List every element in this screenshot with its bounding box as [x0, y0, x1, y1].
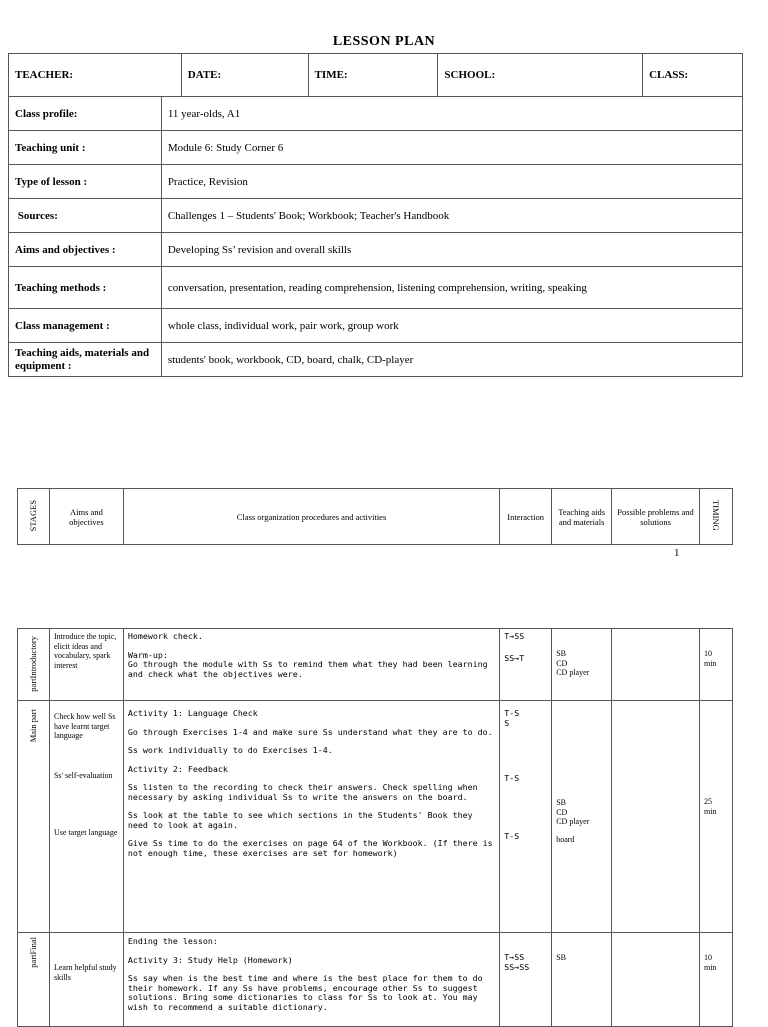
page-title: LESSON PLAN [332, 34, 436, 49]
main-activity-4: Activity 2: Feedback [127, 763, 228, 774]
intro-aids: SB CD CD player [552, 629, 612, 701]
main-aims-2: Ss' self-evaluation [53, 770, 113, 780]
class-profile-value: 11 year-olds, A1 [161, 97, 742, 131]
aims-header: Aims and objectives [49, 489, 123, 545]
final-activity-2: Activity 3: Study Help (Homework) [127, 954, 293, 965]
main-aims-3: Use target language [53, 828, 118, 838]
teaching-unit-value: Module 6: Study Corner 6 [161, 131, 742, 165]
stage-final: partFinal [28, 937, 39, 968]
main-activity-7: Give Ss time to do the exercises on page 64 of the Workbook. (If there is not enough time, these exercises are set for homework) [127, 838, 493, 858]
final-problems [612, 933, 700, 1027]
management-value: whole class, individual work, pair work, group work [161, 309, 742, 343]
intro-problems [612, 629, 700, 701]
sources-label: Sources: [9, 199, 162, 233]
main-aims-1: Check how well Ss have learnt target language [53, 712, 116, 741]
intro-interaction-1: T→SS [504, 631, 525, 641]
procedure-header-table [17, 488, 733, 545]
stage-introductory: partIntroductory [28, 635, 39, 692]
lesson-type-value: Practice, Revision [161, 165, 742, 199]
methods-value: conversation, presentation, reading comprehension, listening comprehension, writing, speaking [161, 267, 742, 309]
aids-header: Teaching aids and materials [552, 489, 612, 545]
main-aids-1: SB CD CD player [556, 798, 590, 827]
page-number: 1 [674, 547, 680, 559]
final-activity-1: Ending the lesson: [127, 936, 218, 946]
time-label: TIME: [308, 54, 438, 97]
main-activity-2: Go through Exercises 1-4 and make sure Ss understand what they are to do. [127, 726, 493, 737]
date-label: DATE: [181, 54, 308, 97]
final-timing: 10 min [699, 933, 732, 1027]
methods-label: Teaching methods : [9, 267, 162, 309]
main-interaction-1: T-S S [504, 708, 520, 728]
intro-activity-2: Warm-up: Go through the module with Ss to remind them what they had been learning and check what the objectives were. [127, 649, 488, 679]
sources-value: Challenges 1 – Students' Book; Workbook; Teacher's Handbook [161, 199, 742, 233]
main-interaction-3: T-S [504, 830, 520, 841]
school-label: SCHOOL: [438, 54, 643, 97]
aims-value: Developing Ss’ revision and overall skills [161, 233, 742, 267]
main-problems [612, 701, 700, 933]
intro-timing: 10 min [699, 629, 732, 701]
lesson-info-table [8, 53, 743, 377]
main-activity-3: Ss work individually to do Exercises 1-4. [127, 745, 333, 756]
main-timing: 25 min [699, 701, 732, 933]
teaching-unit-label: Teaching unit : [9, 131, 162, 165]
lesson-type-label: Type of lesson : [9, 165, 162, 199]
final-activity-3: Ss say when is the best time and where is the best place for them to do their homework. If any Ss have problems, encourage other Ss to suggest solutions. Bring some dictionaries to class for Ss to look at. You may wish to recommend a suitable dictionary. [127, 973, 483, 1012]
teacher-label: TEACHER: [9, 54, 182, 97]
final-aids: SB [552, 933, 612, 1027]
procedures-header: Class organization procedures and activities [123, 489, 499, 545]
stages-header: STAGES [28, 499, 39, 532]
intro-activity-1: Homework check. [127, 631, 203, 641]
procedure-table [17, 628, 733, 1027]
intro-interaction-2: SS→T [504, 652, 525, 663]
final-aims: Learn helpful study skills [49, 933, 123, 1027]
management-label: Class management : [9, 309, 162, 343]
final-interaction: T→SS SS→SS [500, 933, 552, 1027]
main-interaction-2: T-S [504, 773, 520, 784]
interaction-header: Interaction [500, 489, 552, 545]
intro-aims: Introduce the topic, elicit ideas and vocabulary, spark interest [49, 629, 123, 701]
class-label: CLASS: [643, 54, 743, 97]
problems-header: Possible problems and solutions [612, 489, 700, 545]
aids-label: Teaching aids, materials and equipment : [9, 343, 162, 377]
aims-label: Aims and objectives : [9, 233, 162, 267]
main-activity-1: Activity 1: Language Check [127, 708, 258, 718]
aids-value: students' book, workbook, CD, board, chalk, CD-player [161, 343, 742, 377]
main-aids-2: board [556, 834, 575, 844]
stage-main: Main part [28, 709, 39, 743]
main-activity-5: Ss listen to the recording to check their answers. Check spelling when necessary by asking individual Ss to write the answers on the board. [127, 782, 478, 802]
class-profile-label: Class profile: [9, 97, 162, 131]
main-activity-6: Ss look at the table to see which sections in the Students' Book they need to look at again. [127, 810, 473, 830]
timing-header: TIMING [710, 500, 721, 531]
